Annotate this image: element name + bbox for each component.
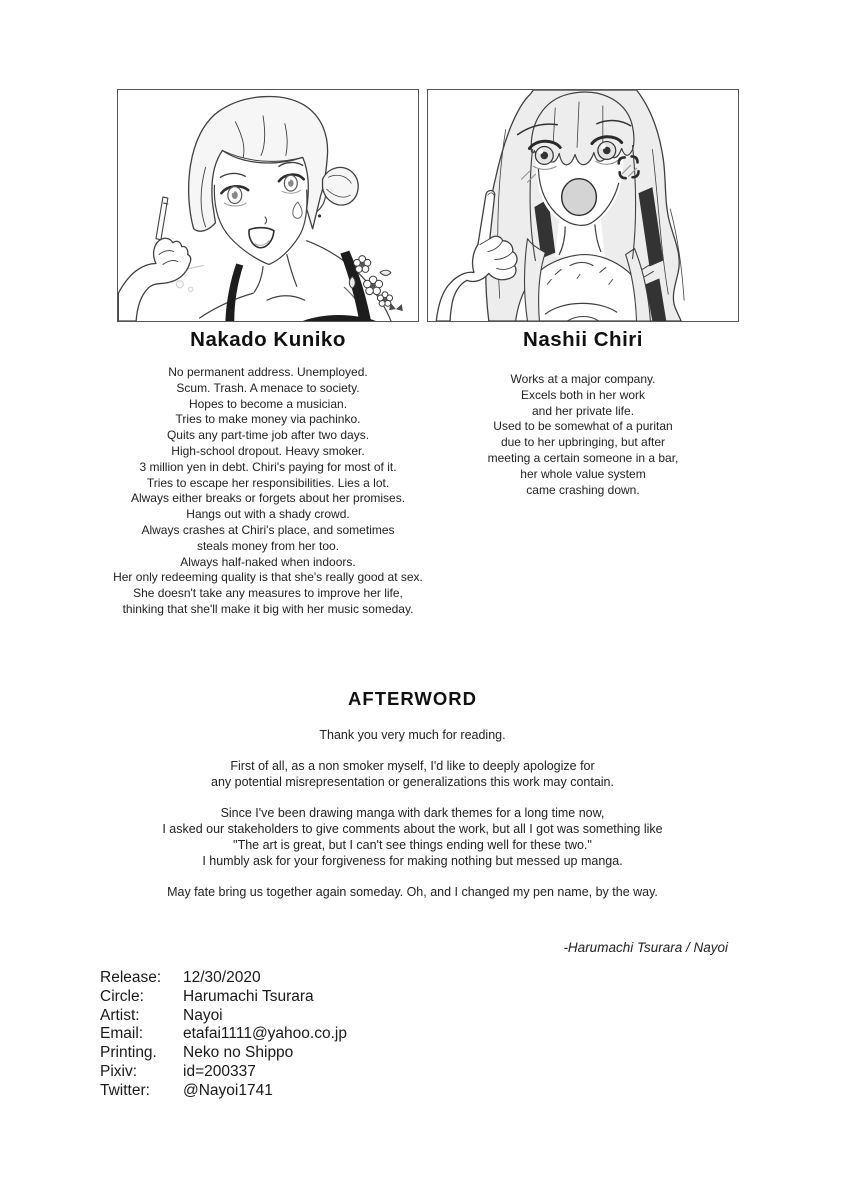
kuniko-portrait (117, 89, 419, 322)
credit-label: Artist: (100, 1006, 140, 1024)
text-line: Thank you very much for reading. (319, 728, 506, 742)
credit-label: Twitter: (100, 1081, 150, 1099)
text-line: Excels both in her work (520, 387, 646, 402)
credits-list (100, 969, 500, 1101)
text-line: came crashing down. (526, 482, 640, 497)
text-line: I asked our stakeholders to give comments about the work, but all I got was something like (162, 822, 663, 836)
text-line: Scum. Trash. A menace to society. (176, 380, 360, 395)
credit-row (100, 1025, 500, 1044)
credit-value: id=200337 (183, 1062, 256, 1080)
credit-label: Release: (100, 969, 162, 986)
afterword-paragraph (0, 884, 825, 900)
afterword-paragraph (0, 758, 825, 790)
credit-value: 12/30/2020 (183, 969, 261, 986)
text-line: 3 million yen in debt. Chiri's paying for most of it. (139, 459, 397, 474)
kuniko-description (78, 365, 458, 618)
credit-value: etafai1111@yahoo.co.jp (183, 1025, 347, 1043)
credit-value: Neko no Shippo (183, 1044, 294, 1062)
text-line: Since I've been drawing manga with dark themes for a long time now, (220, 806, 605, 820)
text-line: First of all, as a non smoker myself, I'd like to deeply apologize for (230, 759, 595, 773)
kuniko-illustration (118, 90, 418, 321)
text-line: Her only redeeming quality is that she's really good at sex. (113, 570, 423, 585)
chiri-illustration (428, 90, 738, 321)
author-signature: -Harumachi Tsurara / Nayoi (563, 940, 728, 955)
credit-row (100, 1082, 500, 1101)
chiri-description (427, 372, 739, 498)
afterword-paragraph (0, 805, 825, 869)
credit-row (100, 988, 500, 1007)
afterword-body (0, 727, 825, 915)
text-line: May fate bring us together again someday. Oh, and I changed my pen name, by the way. (167, 885, 658, 899)
text-line: She doesn't take any measures to improve her life, (133, 586, 403, 601)
text-line: Quits any part-time job after two days. (166, 428, 370, 443)
text-line: I humbly ask for your forgiveness for making nothing but messed up manga. (202, 854, 623, 868)
text-line: Always crashes at Chiri's place, and sometimes (141, 522, 395, 537)
credit-row (100, 1063, 500, 1082)
text-line: steals money from her too. (196, 538, 340, 553)
credit-row (100, 969, 500, 988)
credit-value: Nayoi (183, 1006, 223, 1024)
text-line: "The art is great, but I can't see things ending well for these two." (233, 838, 592, 852)
credit-label: Pixiv: (100, 1062, 138, 1080)
text-line: and her private life. (531, 403, 635, 418)
chiri-portrait (427, 89, 739, 322)
credit-row (100, 1044, 500, 1063)
text-line: Tries to escape her responsibilities. Lies a lot. (146, 475, 390, 490)
text-line: Always either breaks or forgets about her promises. (130, 491, 406, 506)
credit-label: Printing. (100, 1044, 157, 1062)
credit-value: @Nayoi1741 (183, 1081, 273, 1099)
afterword-paragraph (0, 727, 825, 743)
text-line: Hangs out with a shady crowd. (186, 507, 350, 522)
credit-label: Circle: (100, 987, 144, 1005)
text-line: Always half-naked when indoors. (180, 554, 356, 569)
credit-label: Email: (100, 1025, 144, 1043)
text-line: No permanent address. Unemployed. (168, 365, 368, 379)
credit-row (100, 1007, 500, 1026)
text-line: Works at a major company. (510, 372, 656, 386)
text-line: Tries to make money via pachinko. (175, 412, 361, 427)
text-line: due to her upbringing, but after (500, 435, 666, 450)
text-line: meeting a certain someone in a bar, (487, 450, 679, 465)
character-name-chiri: Nashii Chiri (523, 328, 643, 351)
text-line: High-school dropout. Heavy smoker. (171, 443, 365, 458)
afterword-title: AFTERWORD (348, 688, 477, 709)
text-line: Used to be somewhat of a puritan (493, 419, 673, 434)
text-line: Hopes to become a musician. (188, 396, 348, 411)
text-line: thinking that she'll make it big with her music someday. (122, 601, 414, 616)
credit-value: Harumachi Tsurara (183, 987, 314, 1005)
text-line: any potential misrepresentation or generalizations this work may contain. (211, 775, 614, 789)
text-line: her whole value system (520, 466, 646, 481)
character-name-kuniko: Nakado Kuniko (190, 328, 346, 351)
